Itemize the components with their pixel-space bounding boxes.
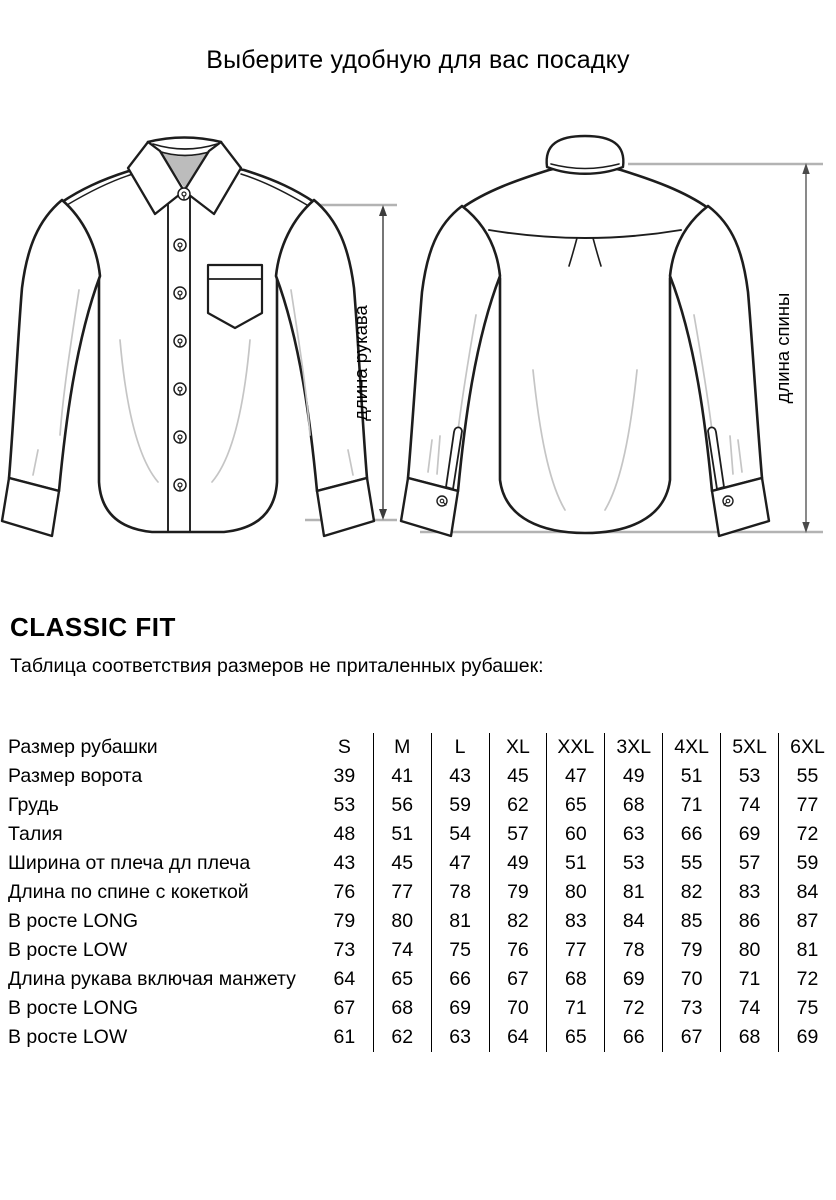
table-row (8, 849, 836, 878)
size-value-cell: 43 (431, 762, 489, 791)
size-value-cell: 78 (605, 936, 663, 965)
size-value-cell: 78 (431, 878, 489, 907)
size-value-cell: 77 (779, 791, 836, 820)
size-value-cell: 75 (431, 936, 489, 965)
size-value-cell: 70 (663, 965, 721, 994)
size-value-cell: 72 (779, 820, 836, 849)
size-value-cell: 82 (489, 907, 547, 936)
size-value-cell: 67 (333, 996, 356, 1019)
size-column-header: 3XL (605, 733, 663, 762)
size-value-cell: 79 (663, 936, 721, 965)
size-value-cell: 86 (721, 907, 779, 936)
size-value-cell: 85 (663, 907, 721, 936)
size-value-cell: 45 (489, 762, 547, 791)
size-value-cell: 43 (333, 851, 356, 874)
size-value-cell: 69 (431, 994, 489, 1023)
size-value-cell: 74 (721, 791, 779, 820)
size-value-cell: 81 (605, 878, 663, 907)
size-value-cell: 73 (663, 994, 721, 1023)
size-value-cell: 64 (489, 1023, 547, 1052)
size-value-cell: 51 (663, 762, 721, 791)
size-value-cell: 83 (547, 907, 605, 936)
size-column-header: L (431, 733, 489, 762)
size-value-cell: 69 (721, 820, 779, 849)
size-value-cell: 66 (431, 965, 489, 994)
size-value-cell: 72 (605, 994, 663, 1023)
size-value-cell: 67 (663, 1023, 721, 1052)
size-value-cell: 67 (489, 965, 547, 994)
size-value-cell: 53 (721, 762, 779, 791)
size-value-cell: 53 (605, 849, 663, 878)
row-label: Ширина от плеча дл плеча (8, 851, 251, 874)
size-value-cell: 41 (373, 762, 431, 791)
size-table (8, 733, 836, 1052)
back-length-label: длина спины (772, 292, 793, 404)
size-column-header: 5XL (721, 733, 779, 762)
size-value-cell: 65 (547, 791, 605, 820)
size-value-cell: 77 (547, 936, 605, 965)
size-value-cell: 65 (547, 1023, 605, 1052)
row-label: В росте LOW (8, 938, 128, 961)
size-value-cell: 64 (333, 967, 356, 990)
size-value-cell: 75 (779, 994, 836, 1023)
row-label: Длина по спине с кокеткой (8, 880, 249, 903)
row-label: В росте LOW (8, 1025, 128, 1048)
size-value-cell: 59 (431, 791, 489, 820)
back-length-dimension (772, 163, 810, 533)
front-left-sleeve (9, 200, 100, 491)
size-value-cell: 69 (605, 965, 663, 994)
size-value-cell: 55 (779, 762, 836, 791)
size-value-cell: 51 (547, 849, 605, 878)
size-value-cell: 47 (431, 849, 489, 878)
table-row (8, 762, 836, 791)
fit-heading: CLASSIC FIT (10, 612, 176, 642)
shirt-front-drawing (2, 138, 374, 537)
row-label: Грудь (8, 793, 59, 816)
table-row (8, 936, 836, 965)
table-row (8, 1023, 836, 1052)
size-value-cell: 80 (373, 907, 431, 936)
size-value-cell: 55 (663, 849, 721, 878)
size-value-cell: 73 (333, 938, 356, 961)
size-value-cell: 57 (721, 849, 779, 878)
size-value-cell: 39 (333, 764, 356, 787)
size-value-cell: 54 (431, 820, 489, 849)
size-value-cell: 68 (721, 1023, 779, 1052)
size-value-cell: 76 (489, 936, 547, 965)
size-value-cell: 68 (373, 994, 431, 1023)
table-row (8, 820, 836, 849)
size-value-cell: 79 (489, 878, 547, 907)
size-value-cell: 61 (333, 1025, 356, 1048)
size-value-cell: 74 (373, 936, 431, 965)
table-row (8, 994, 836, 1023)
size-value-cell: 56 (373, 791, 431, 820)
row-label: Длина рукава включая манжету (8, 967, 296, 990)
size-value-cell: 76 (333, 880, 356, 903)
size-value-cell: 66 (663, 820, 721, 849)
size-value-cell: 71 (721, 965, 779, 994)
size-value-cell: 84 (605, 907, 663, 936)
size-value-cell: 57 (489, 820, 547, 849)
row-label: В росте LONG (8, 909, 139, 932)
row-label: Талия (8, 822, 63, 845)
size-value-cell: 81 (779, 936, 836, 965)
size-value-cell: 77 (373, 878, 431, 907)
size-column-header: XL (489, 733, 547, 762)
size-value-cell: 87 (779, 907, 836, 936)
size-value-cell: 49 (605, 762, 663, 791)
table-row (8, 791, 836, 820)
size-column-header: 6XL (779, 733, 836, 762)
size-value-cell: 80 (721, 936, 779, 965)
shirt-fit-diagram (0, 130, 836, 550)
size-value-cell: 71 (547, 994, 605, 1023)
shirt-back-drawing (401, 136, 769, 536)
size-value-cell: 70 (489, 994, 547, 1023)
size-value-cell: 71 (663, 791, 721, 820)
front-body (62, 164, 314, 532)
back-body (462, 166, 708, 534)
size-value-cell: 63 (431, 1023, 489, 1052)
sleeve-length-label: длина рукава (350, 305, 371, 421)
size-value-cell: 72 (779, 965, 836, 994)
table-row (8, 965, 836, 994)
size-value-cell: 80 (547, 878, 605, 907)
size-value-cell: 62 (489, 791, 547, 820)
table-header-label: Размер рубашки (8, 735, 158, 758)
size-column-header: XXL (547, 733, 605, 762)
size-value-cell: 69 (779, 1023, 836, 1052)
size-value-cell: 53 (333, 793, 356, 816)
size-value-cell: 82 (663, 878, 721, 907)
table-row (8, 907, 836, 936)
size-value-cell: 74 (721, 994, 779, 1023)
row-label: Размер ворота (8, 764, 143, 787)
size-value-cell: 49 (489, 849, 547, 878)
size-value-cell: 47 (547, 762, 605, 791)
size-column-header: M (373, 733, 431, 762)
row-label: В росте LONG (8, 996, 139, 1019)
size-column-header: S (337, 735, 351, 758)
size-value-cell: 63 (605, 820, 663, 849)
chest-pocket (208, 265, 262, 328)
page-title: Выберите удобную для вас посадку (206, 46, 630, 74)
size-value-cell: 79 (333, 909, 356, 932)
table-header-row (8, 733, 836, 762)
size-column-header: 4XL (663, 733, 721, 762)
size-value-cell: 45 (373, 849, 431, 878)
fit-description: Таблица соответствия размеров не приталенных рубашек: (10, 655, 544, 677)
size-value-cell: 59 (779, 849, 836, 878)
table-row (8, 878, 836, 907)
size-value-cell: 68 (605, 791, 663, 820)
size-value-cell: 83 (721, 878, 779, 907)
size-value-cell: 60 (547, 820, 605, 849)
size-value-cell: 81 (431, 907, 489, 936)
size-value-cell: 66 (605, 1023, 663, 1052)
size-value-cell: 68 (547, 965, 605, 994)
size-value-cell: 84 (779, 878, 836, 907)
size-value-cell: 62 (373, 1023, 431, 1052)
size-value-cell: 48 (333, 822, 356, 845)
size-value-cell: 51 (373, 820, 431, 849)
size-value-cell: 65 (373, 965, 431, 994)
